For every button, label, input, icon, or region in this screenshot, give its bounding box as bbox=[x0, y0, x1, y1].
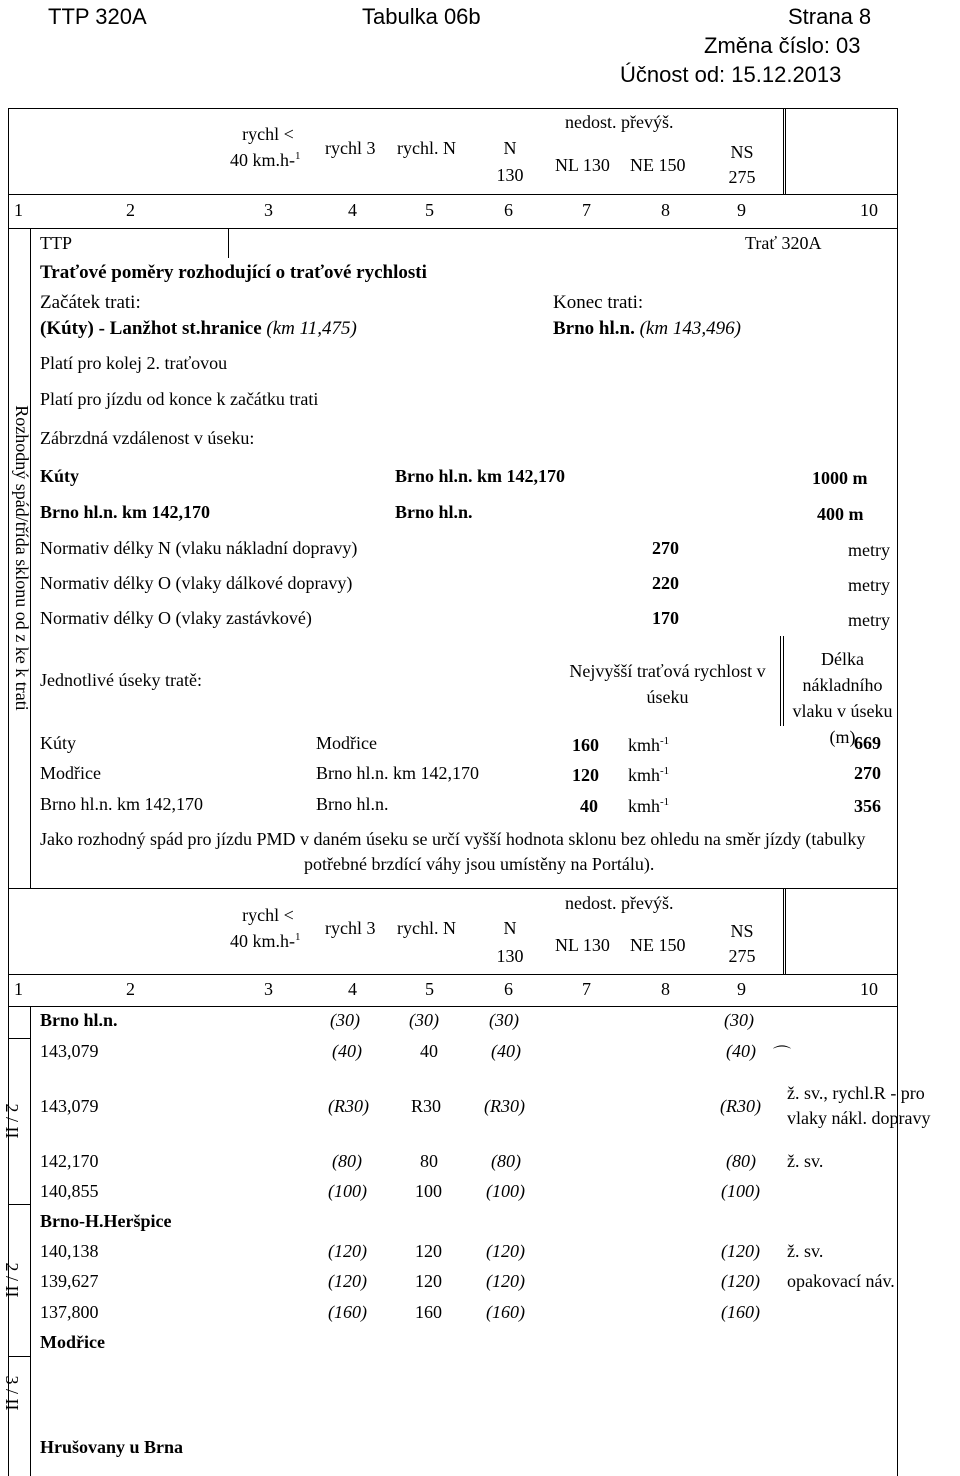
speed-c9: (100) bbox=[721, 1181, 760, 1201]
segment-speed: 40 bbox=[580, 796, 598, 816]
speed-c4: (160) bbox=[328, 1302, 367, 1322]
colnum-3: 3 bbox=[264, 979, 273, 999]
row-note: vlaky nákl. dopravy bbox=[787, 1108, 931, 1128]
grade-line bbox=[8, 1038, 30, 1039]
km-position: 137,800 bbox=[40, 1302, 99, 1322]
colnum-7: 7 bbox=[582, 200, 591, 220]
col6-label-b: 130 bbox=[496, 946, 524, 966]
side-divider-bottom bbox=[30, 1006, 31, 1476]
ttp-label: TTP bbox=[40, 233, 73, 253]
col10-divider-top-b bbox=[785, 108, 786, 194]
speed-c9: (160) bbox=[721, 1302, 760, 1322]
col10-divider-top bbox=[783, 108, 784, 194]
row-note: ž. sv. bbox=[787, 1151, 824, 1171]
norm-label: Normativ délky O (vlaky zastávkové) bbox=[40, 608, 312, 628]
speed-c6: (40) bbox=[491, 1041, 521, 1061]
note-line-2: potřebné brzdící váhy jsou umístěny na Portálu). bbox=[304, 854, 655, 874]
speed-c6: (160) bbox=[486, 1302, 525, 1322]
braking-value: 1000 m bbox=[812, 468, 868, 488]
colnum-5: 5 bbox=[425, 200, 434, 220]
colnum-3: 3 bbox=[264, 200, 273, 220]
col2-label-a: rychl < bbox=[242, 124, 294, 144]
segment-speed-unit: kmh$^{-1}$ bbox=[628, 796, 670, 816]
colnum-2: 2 bbox=[126, 979, 135, 999]
header2-divider-1 bbox=[8, 974, 898, 975]
colnum-7: 7 bbox=[582, 979, 591, 999]
col5-label: rychl. N bbox=[397, 138, 456, 158]
speed-c4: (80) bbox=[332, 1151, 362, 1171]
col6-label-a: N bbox=[503, 138, 517, 158]
col9-label-b: 275 bbox=[728, 167, 756, 187]
col9-label-a: NS bbox=[730, 142, 754, 162]
speed-c4: (120) bbox=[328, 1241, 367, 1261]
speed-c5: (30) bbox=[409, 1010, 439, 1030]
line-number: Trať 320A bbox=[745, 233, 822, 253]
max-speed-header: Nejvyšší traťová rychlost v úseku bbox=[569, 661, 766, 707]
speed-c5: 100 bbox=[415, 1181, 442, 1201]
km-position: 143,079 bbox=[40, 1041, 99, 1061]
segment-length: 669 bbox=[854, 733, 881, 753]
norm-unit: metry bbox=[848, 610, 890, 630]
norm-value: 270 bbox=[652, 538, 679, 558]
colnum-1: 1 bbox=[14, 200, 23, 220]
braking-label: Zábrzdná vzdálenost v úseku: bbox=[40, 428, 255, 448]
colnum-1: 1 bbox=[14, 979, 23, 999]
speed-c6: (100) bbox=[486, 1181, 525, 1201]
colnum-8: 8 bbox=[661, 200, 670, 220]
speed-c6: (120) bbox=[486, 1271, 525, 1291]
colnum-10: 10 bbox=[860, 200, 878, 220]
speed-c4: (30) bbox=[330, 1010, 360, 1030]
norm-value: 170 bbox=[652, 608, 679, 628]
speed-c5: 120 bbox=[415, 1241, 442, 1261]
col4-label: rychl 3 bbox=[325, 918, 376, 938]
segments-divider bbox=[780, 636, 781, 726]
col2-label-b: 40 km.h-$^1$ bbox=[230, 150, 301, 170]
speed-c4: (100) bbox=[328, 1181, 367, 1201]
col7-label: NL 130 bbox=[555, 155, 610, 175]
speed-c9: (80) bbox=[726, 1151, 756, 1171]
colnum-5: 5 bbox=[425, 979, 434, 999]
header2-divider-2 bbox=[8, 1006, 898, 1007]
km-position: 142,170 bbox=[40, 1151, 99, 1171]
km-position: 143,079 bbox=[40, 1096, 99, 1116]
station-name: Brno-H.Heršpice bbox=[40, 1211, 172, 1231]
segment-length: 270 bbox=[854, 763, 881, 783]
header-divider-2 bbox=[8, 228, 898, 229]
segment-speed: 160 bbox=[572, 735, 599, 755]
header2-top bbox=[8, 888, 898, 889]
norm-value: 220 bbox=[652, 573, 679, 593]
braking-to: Brno hl.n. km 142,170 bbox=[395, 466, 566, 486]
norm-unit: metry bbox=[848, 540, 890, 560]
segment-from: Kúty bbox=[40, 733, 76, 753]
col4-label: rychl 3 bbox=[325, 138, 376, 158]
table-number: Tabulka 06b bbox=[362, 4, 481, 29]
direction-info: Platí pro jízdu od konce k začátku trati bbox=[40, 389, 319, 409]
braking-value: 400 m bbox=[817, 504, 864, 524]
col2-label-b: 40 km.h-$^1$ bbox=[230, 931, 301, 951]
speed-c5: 80 bbox=[420, 1151, 438, 1171]
grade-label: 2 / II bbox=[2, 1262, 22, 1298]
station-name: Brno hl.n. bbox=[40, 1010, 118, 1030]
segment-speed-unit: kmh$^{-1}$ bbox=[628, 735, 670, 755]
col9-label-b: 275 bbox=[728, 946, 756, 966]
note-line-1: Jako rozhodný spád pro jízdu PMD v daném úseku se určí vyšší hodnota sklonu bez ohledu na směr jízdy (tabulky bbox=[40, 829, 866, 849]
col9-label-a: NS bbox=[730, 921, 754, 941]
row-note: opakovací náv. bbox=[787, 1271, 895, 1291]
speed-c4: (40) bbox=[332, 1041, 362, 1061]
segments-label: Jednotlivé úseky tratě: bbox=[40, 670, 202, 690]
speed-c6: (120) bbox=[486, 1241, 525, 1261]
col2-label-a: rychl < bbox=[242, 905, 294, 925]
row-note: ž. sv. bbox=[787, 1241, 824, 1261]
header-divider-1 bbox=[8, 194, 898, 195]
section-title: Traťové poměry rozhodující o traťové rychlosti bbox=[40, 262, 427, 283]
speed-c9: (120) bbox=[721, 1241, 760, 1261]
segment-to: Brno hl.n. bbox=[316, 794, 389, 814]
segment-to: Modřice bbox=[316, 733, 377, 753]
col10-divider-mid bbox=[783, 888, 784, 974]
ttp-divider bbox=[228, 228, 229, 258]
col10-divider-mid-b bbox=[785, 888, 786, 974]
braking-from: Brno hl.n. km 142,170 bbox=[40, 502, 211, 522]
speed-c5: 160 bbox=[415, 1302, 442, 1322]
norm-label: Normativ délky N (vlaku nákladní dopravy) bbox=[40, 538, 358, 558]
grade-line bbox=[8, 1356, 30, 1357]
col6-label-b: 130 bbox=[496, 165, 524, 185]
colnum-9: 9 bbox=[737, 979, 746, 999]
station-name: Hrušovany u Brna bbox=[40, 1437, 184, 1457]
grade-label: 2 / II bbox=[2, 1103, 22, 1139]
km-position: 140,138 bbox=[40, 1241, 99, 1261]
segment-from: Modřice bbox=[40, 763, 101, 783]
track-info: Platí pro kolej 2. traťovou bbox=[40, 353, 228, 373]
speed-c9: (R30) bbox=[720, 1096, 761, 1116]
end-station: Brno hl.n. (km 143,496) bbox=[553, 318, 741, 339]
nedost-label: nedost. převýš. bbox=[565, 893, 674, 913]
station-name: Modřice bbox=[40, 1332, 105, 1352]
segments-divider-b bbox=[783, 636, 784, 726]
col8-label: NE 150 bbox=[630, 155, 686, 175]
col6-label-a: N bbox=[503, 918, 517, 938]
speed-c5: 120 bbox=[415, 1271, 442, 1291]
colnum-10: 10 bbox=[860, 979, 878, 999]
norm-unit: metry bbox=[848, 575, 890, 595]
colnum-2: 2 bbox=[126, 200, 135, 220]
colnum-8: 8 bbox=[661, 979, 670, 999]
grade-label: 3 / II bbox=[2, 1375, 22, 1411]
side-label-grade: Rozhodný spád/třída sklonu od z ke k trati bbox=[12, 405, 32, 711]
segment-speed: 120 bbox=[572, 765, 599, 785]
page-number: Strana 8 bbox=[788, 4, 872, 29]
segment-from: Brno hl.n. km 142,170 bbox=[40, 794, 204, 814]
col8-label: NE 150 bbox=[630, 935, 686, 955]
frame-top bbox=[8, 108, 898, 109]
doc-id: TTP 320A bbox=[48, 4, 147, 29]
segment-length: 356 bbox=[854, 796, 881, 816]
row-note: ž. sv., rychl.R - pro bbox=[787, 1083, 925, 1103]
col7-label: NL 130 bbox=[555, 935, 610, 955]
speed-c6: (30) bbox=[489, 1010, 519, 1030]
km-position: 139,627 bbox=[40, 1271, 99, 1291]
speed-c5: 40 bbox=[420, 1041, 438, 1061]
speed-c4: (R30) bbox=[328, 1096, 369, 1116]
speed-c6: (R30) bbox=[484, 1096, 525, 1116]
grade-line bbox=[8, 1204, 30, 1205]
colnum-9: 9 bbox=[737, 200, 746, 220]
speed-c6: (80) bbox=[491, 1151, 521, 1171]
frame-right bbox=[897, 108, 898, 1476]
colnum-6: 6 bbox=[504, 979, 513, 999]
col5-label: rychl. N bbox=[397, 918, 456, 938]
braking-from: Kúty bbox=[40, 466, 80, 486]
segment-to: Brno hl.n. km 142,170 bbox=[316, 763, 480, 783]
speed-c5: R30 bbox=[411, 1096, 442, 1116]
start-label: Začátek trati: bbox=[40, 292, 141, 313]
segment-speed-unit: kmh$^{-1}$ bbox=[628, 765, 670, 785]
speed-c9: (120) bbox=[721, 1271, 760, 1291]
change-number: Změna číslo: 03 bbox=[704, 33, 861, 58]
colnum-6: 6 bbox=[504, 200, 513, 220]
speed-c4: (120) bbox=[328, 1271, 367, 1291]
arc-symbol-icon: ⌒ bbox=[773, 1045, 791, 1065]
valid-from: Účnost od: 15.12.2013 bbox=[620, 62, 842, 87]
start-station: (Kúty) - Lanžhot st.hranice (km 11,475) bbox=[40, 318, 357, 339]
end-label: Konec trati: bbox=[553, 292, 644, 313]
speed-c9: (30) bbox=[724, 1010, 754, 1030]
norm-label: Normativ délky O (vlaky dálkové dopravy) bbox=[40, 573, 353, 593]
nedost-label: nedost. převýš. bbox=[565, 112, 674, 132]
freight-length-header: Délka nákladního vlaku v úseku (m) bbox=[792, 649, 893, 747]
colnum-4: 4 bbox=[348, 979, 357, 999]
km-position: 140,855 bbox=[40, 1181, 99, 1201]
braking-to: Brno hl.n. bbox=[395, 502, 473, 522]
speed-c9: (40) bbox=[726, 1041, 756, 1061]
colnum-4: 4 bbox=[348, 200, 357, 220]
